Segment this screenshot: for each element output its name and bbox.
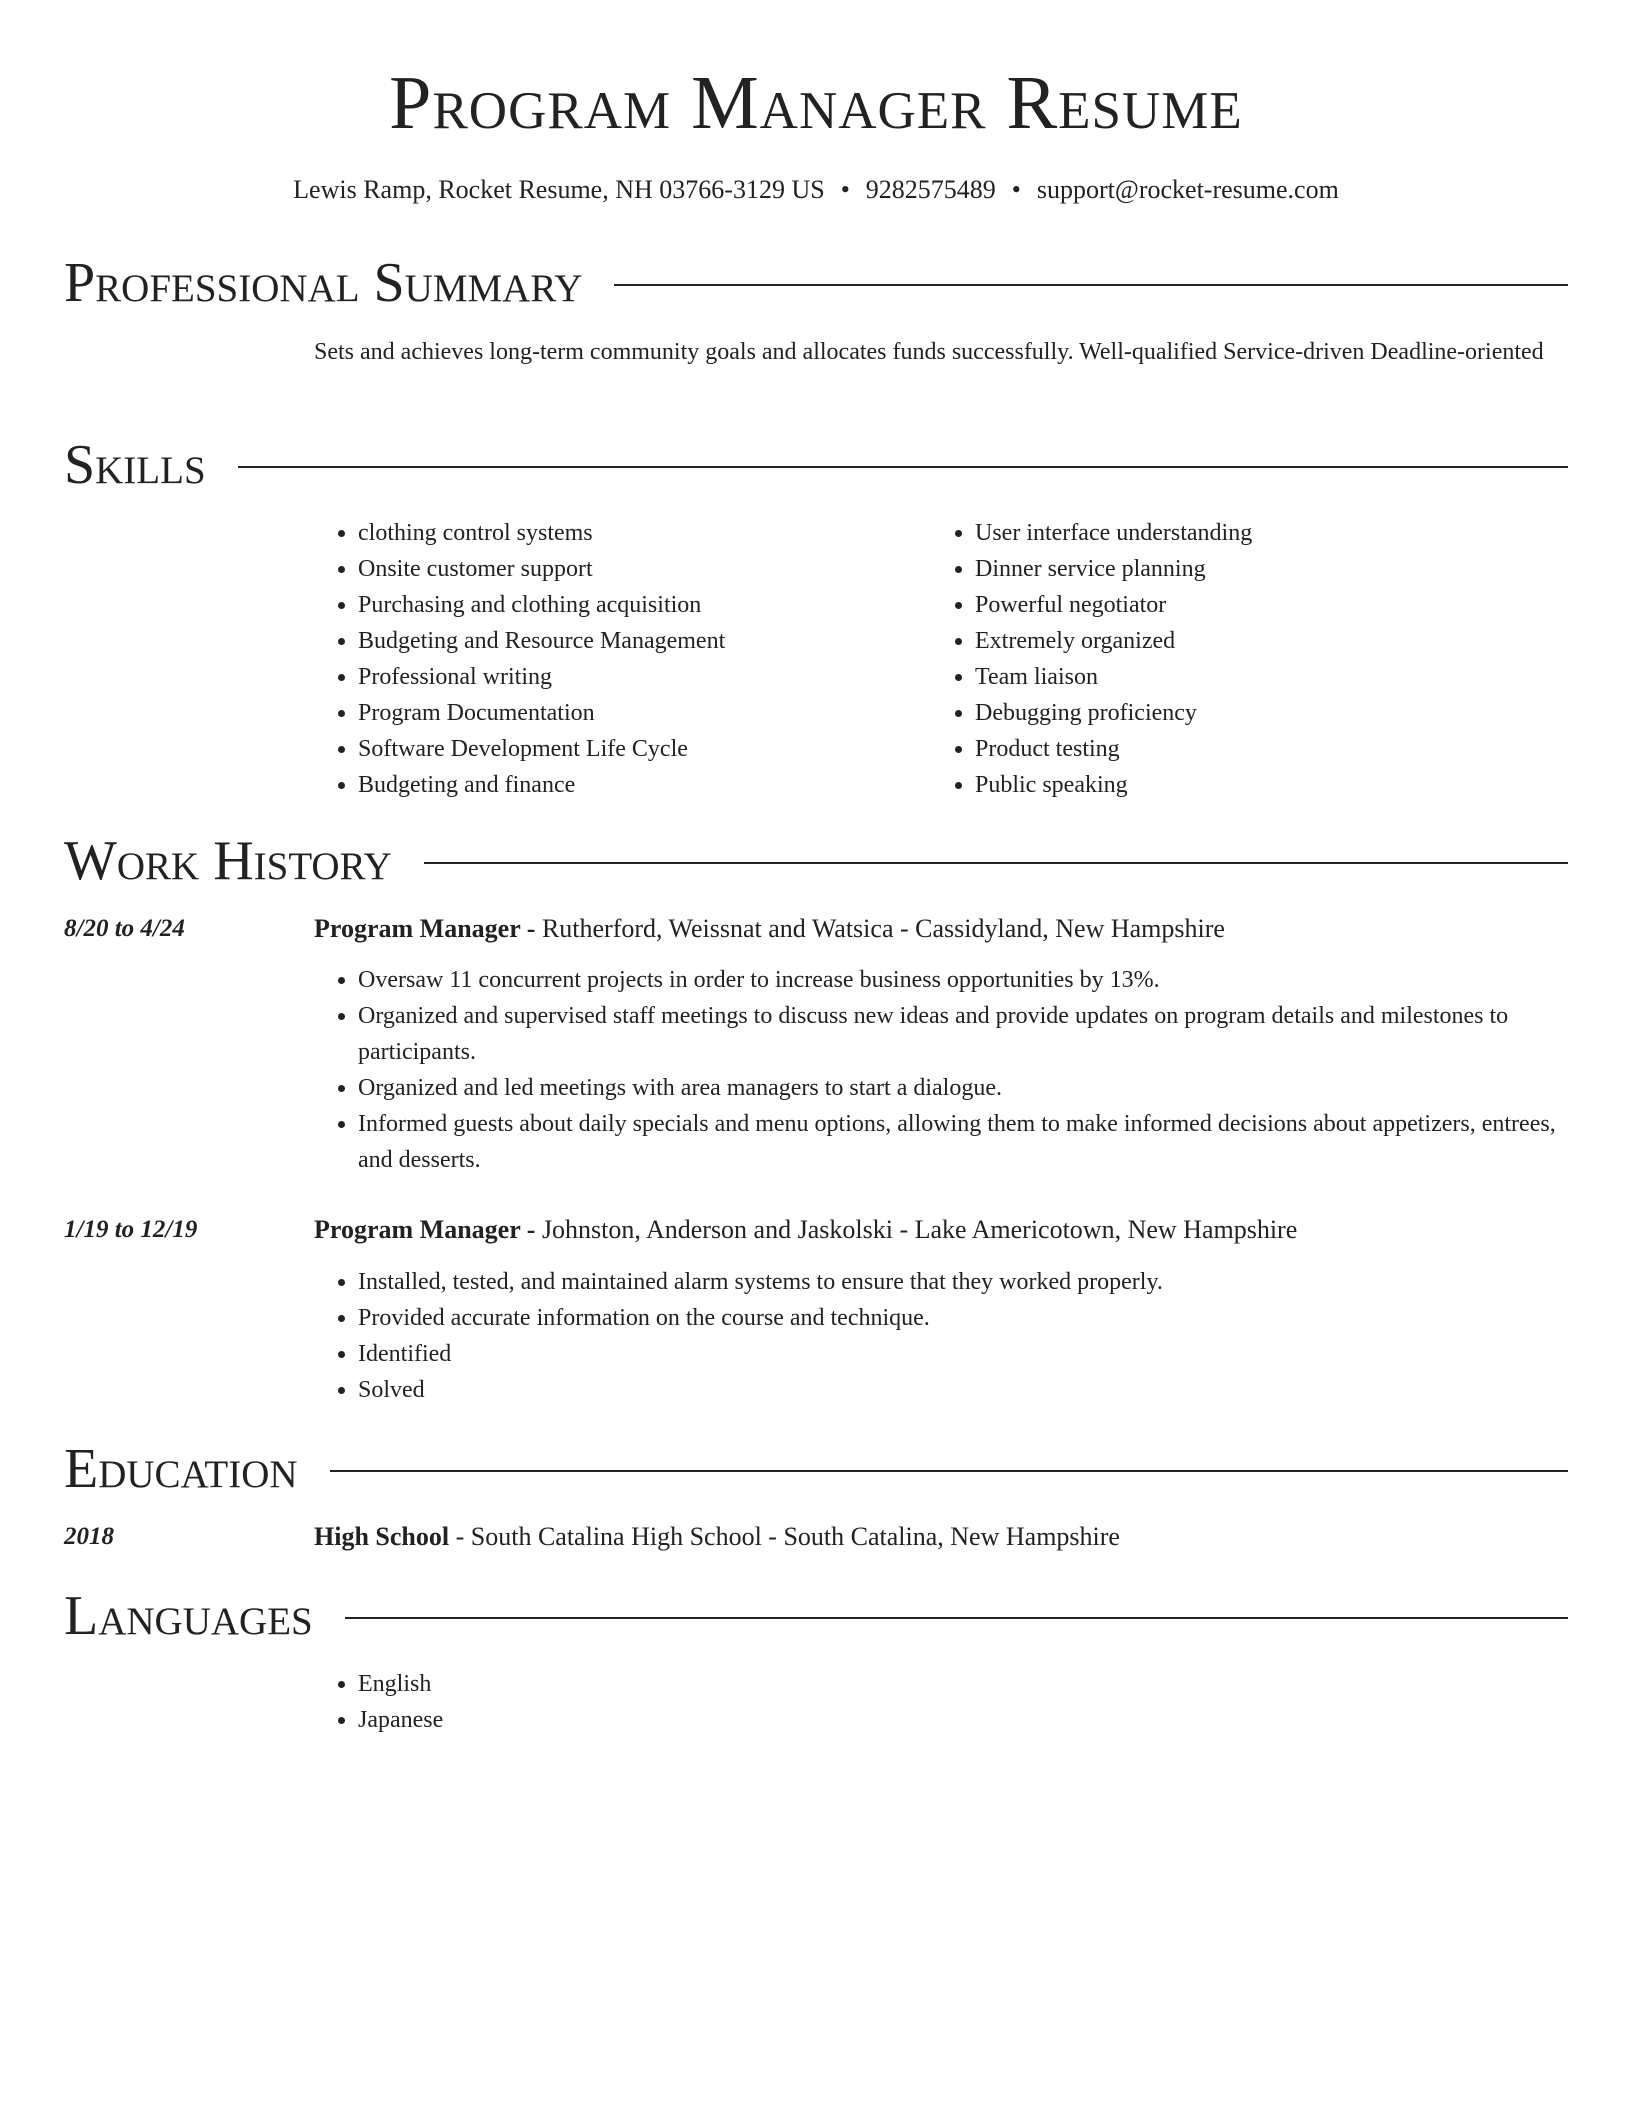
contact-line: [0, 172, 1632, 208]
skill-item: • Extremely organized: [975, 623, 1548, 659]
skill-item: • Public speaking: [975, 767, 1548, 803]
job-bullet: • Informed guests about daily specials and menu options, allowing them to make informed decisions about appetizers, entrees, and desserts.: [358, 1106, 1568, 1178]
language-item: • English: [358, 1666, 1568, 1702]
job-bullet: • Identified: [358, 1336, 1568, 1372]
skills-list: [314, 515, 1568, 803]
skill-item: • Product testing: [975, 731, 1548, 767]
contact-email: support@rocket-resume.com: [1036, 175, 1339, 204]
page-title: Program Manager Resume: [389, 61, 1243, 145]
job-employer: Johnston, Anderson and Jaskolski - Lake Americotown, New Hampshire: [541, 1215, 1298, 1244]
skills-column-right: [931, 515, 1548, 803]
section-work-header: [64, 828, 1568, 894]
section-divider: [424, 862, 1568, 864]
skill-item: • Onsite customer support: [358, 551, 931, 587]
job-bullet: • Solved: [358, 1372, 1568, 1408]
education-dash: -: [449, 1522, 471, 1551]
contact-address: Lewis Ramp, Rocket Resume, NH 03766-3129 US: [293, 175, 825, 204]
education-line: [314, 1519, 1568, 1555]
skills-column-left: [314, 515, 931, 803]
skill-item: • Budgeting and Resource Management: [358, 623, 931, 659]
skill-item: • Debugging proficiency: [975, 695, 1548, 731]
section-divider: [238, 466, 1568, 468]
job-title: Program Manager: [314, 1215, 521, 1244]
section-divider: [614, 284, 1568, 286]
languages-list: [314, 1666, 1568, 1738]
section-heading-education: Education: [64, 1438, 298, 1500]
job-bullet: • Installed, tested, and maintained alarm systems to ensure that they worked properly.: [358, 1264, 1568, 1300]
section-heading-languages: Languages: [64, 1585, 313, 1647]
job-title-line: [314, 911, 1568, 947]
skill-item: • Budgeting and finance: [358, 767, 931, 803]
section-heading-skills: Skills: [64, 434, 206, 496]
job-bullet: • Provided accurate information on the course and technique.: [358, 1300, 1568, 1336]
education-degree: High School: [314, 1522, 450, 1551]
job-title: Program Manager: [314, 914, 521, 943]
skill-item: • Purchasing and clothing acquisition: [358, 587, 931, 623]
section-summary-header: [64, 250, 1568, 316]
section-languages-header: [64, 1583, 1568, 1649]
skill-item: • Professional writing: [358, 659, 931, 695]
section-heading-summary: Professional Summary: [64, 252, 583, 314]
section-education-header: [64, 1436, 1568, 1502]
job-dash: -: [520, 1215, 542, 1244]
skill-item: • Dinner service planning: [975, 551, 1548, 587]
skill-item: • Team liaison: [975, 659, 1548, 695]
job-dates: 8/20 to 4/24: [64, 915, 185, 942]
job-bullets: [314, 962, 1568, 1178]
education-year: 2018: [64, 1523, 114, 1550]
skill-item: • User interface understanding: [975, 515, 1548, 551]
job-dash: -: [520, 914, 542, 943]
skill-item: • Powerful negotiator: [975, 587, 1548, 623]
skill-item: • Software Development Life Cycle: [358, 731, 931, 767]
contact-phone: 9282575489: [865, 175, 996, 204]
contact-separator: •: [1011, 175, 1021, 204]
language-item: • Japanese: [358, 1702, 1568, 1738]
job-bullets: [314, 1264, 1568, 1408]
job-bullet: • Organized and supervised staff meetings to discuss new ideas and provide updates on program details and milestones to participants.: [358, 998, 1568, 1070]
job-employer: Rutherford, Weissnat and Watsica - Cassidyland, New Hampshire: [541, 914, 1225, 943]
summary-text: Sets and achieves long-term community goals and allocates funds successfully. Well-qualified Service-driven Deadline-oriented: [314, 339, 1544, 365]
section-heading-work: Work History: [64, 830, 392, 892]
job-title-line: [314, 1212, 1568, 1248]
section-skills-header: [64, 432, 1568, 498]
skill-item: • clothing control systems: [358, 515, 931, 551]
section-divider: [345, 1617, 1568, 1619]
job-bullet: • Organized and led meetings with area managers to start a dialogue.: [358, 1070, 1568, 1106]
contact-separator: •: [840, 175, 850, 204]
education-school: South Catalina High School - South Catalina, New Hampshire: [470, 1522, 1120, 1551]
section-divider: [330, 1470, 1568, 1472]
job-dates: 1/19 to 12/19: [64, 1216, 198, 1243]
job-bullet: • Oversaw 11 concurrent projects in order to increase business opportunities by 13%.: [358, 962, 1568, 998]
skill-item: • Program Documentation: [358, 695, 931, 731]
